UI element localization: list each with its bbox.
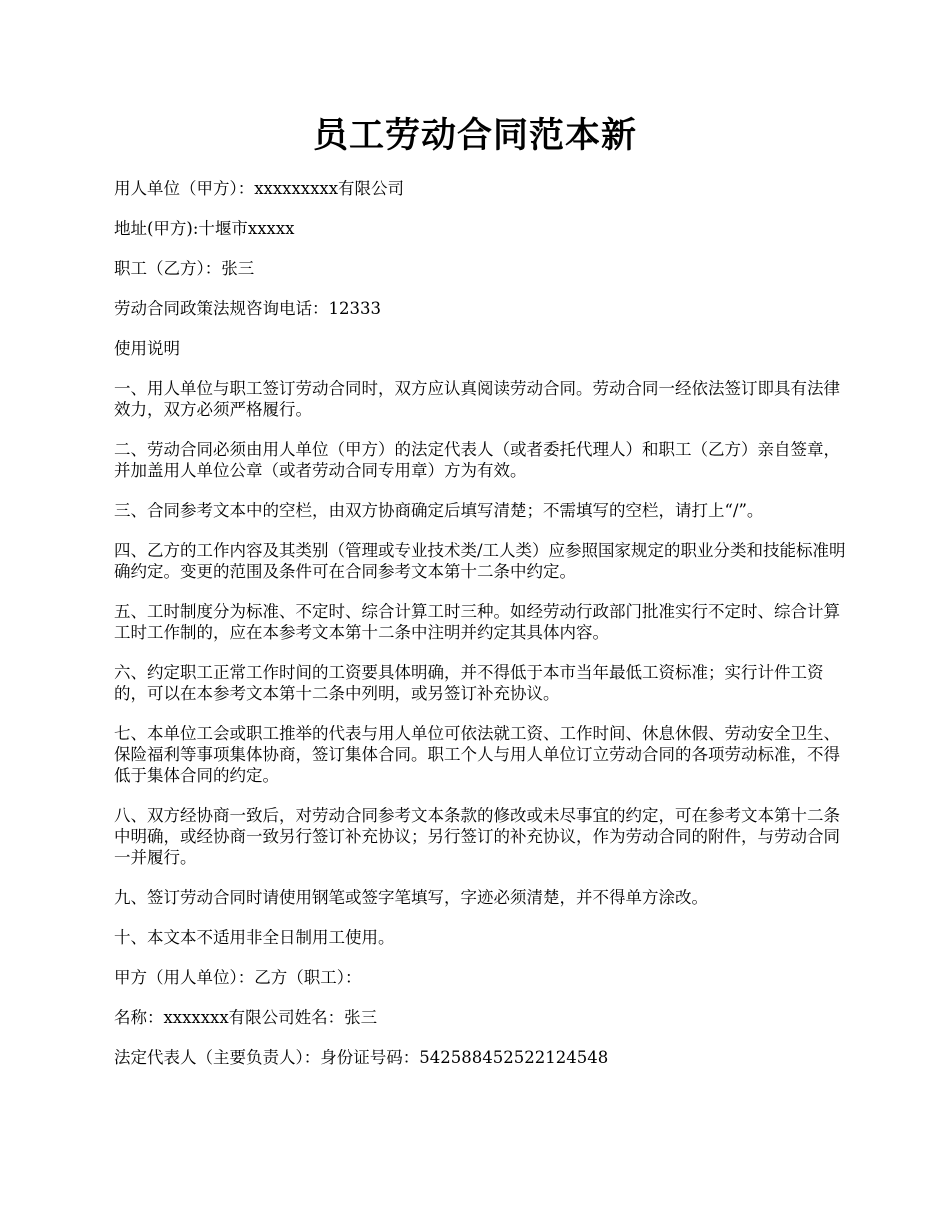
employer-line: 用人单位（甲方）：xxxxxxxxx有限公司: [114, 179, 404, 198]
instruction-7: 七、本单位工会或职工推举的代表与用人单位可依法就工资、工作时间、休息休假、劳动安全卫生、保险福利等事项集体协商，签订集体合同。职工个人与用人单位订立劳动合同的各项劳动标准，不得低于集体合同的约定。: [114, 724, 840, 785]
document-title: 员工劳动合同范本新: [312, 115, 637, 156]
instruction-4: 四、乙方的工作内容及其类别（管理或专业技术类/工人类）应参照国家规定的职业分类和技能标准明确约定。变更的范围及条件可在合同参考文本第十二条中约定。: [114, 541, 846, 581]
instruction-3: 三、合同参考文本中的空栏，由双方协商确定后填写清楚；不需填写的空栏，请打上“/”。: [114, 501, 764, 520]
instruction-5: 五、工时制度分为标准、不定时、综合计算工时三种。如经劳动行政部门批准实行不定时、综合计算工时工作制的，应在本参考文本第十二条中注明并约定其具体内容。: [114, 602, 840, 642]
hotline-line: 劳动合同政策法规咨询电话：12333: [114, 299, 381, 318]
instruction-9: 九、签订劳动合同时请使用钢笔或签字笔填写，字迹必须清楚，并不得单方涂改。: [114, 888, 708, 907]
instruction-1: 一、用人单位与职工签订劳动合同时，双方应认真阅读劳动合同。劳动合同一经依法签订即具有法律效力，双方必须严格履行。: [114, 379, 840, 419]
instruction-6: 六、约定职工正常工作时间的工资要具体明确，并不得低于本市当年最低工资标准；实行计件工资的，可以在本参考文本第十二条中列明，或另签订补充协议。: [114, 663, 824, 703]
address-line: 地址(甲方):十堰市xxxxx: [114, 219, 295, 238]
instruction-10: 十、本文本不适用非全日制用工使用。: [114, 928, 395, 947]
instructions-heading: 使用说明: [114, 339, 180, 358]
name-line: 名称：xxxxxxx有限公司姓名：张三: [114, 1008, 378, 1027]
legal-rep-id-line: 法定代表人（主要负责人）：身份证号码：542588452522124548: [114, 1048, 609, 1067]
employee-line: 职工（乙方）：张三: [114, 259, 255, 278]
instruction-8: 八、双方经协商一致后，对劳动合同参考文本条款的修改或未尽事宜的约定，可在参考文本第十二条中明确，或经协商一致另行签订补充协议；另行签订的补充协议，作为劳动合同的附件，与劳动合同一并履行。: [114, 806, 840, 867]
party-labels-line: 甲方（用人单位）：乙方（职工）：: [114, 968, 362, 987]
document-body: [114, 178, 854, 1087]
instruction-2: 二、劳动合同必须由用人单位（甲方）的法定代表人（或者委托代理人）和职工（乙方）亲自签章，并加盖用人单位公章（或者劳动合同专用章）方为有效。: [114, 440, 840, 480]
